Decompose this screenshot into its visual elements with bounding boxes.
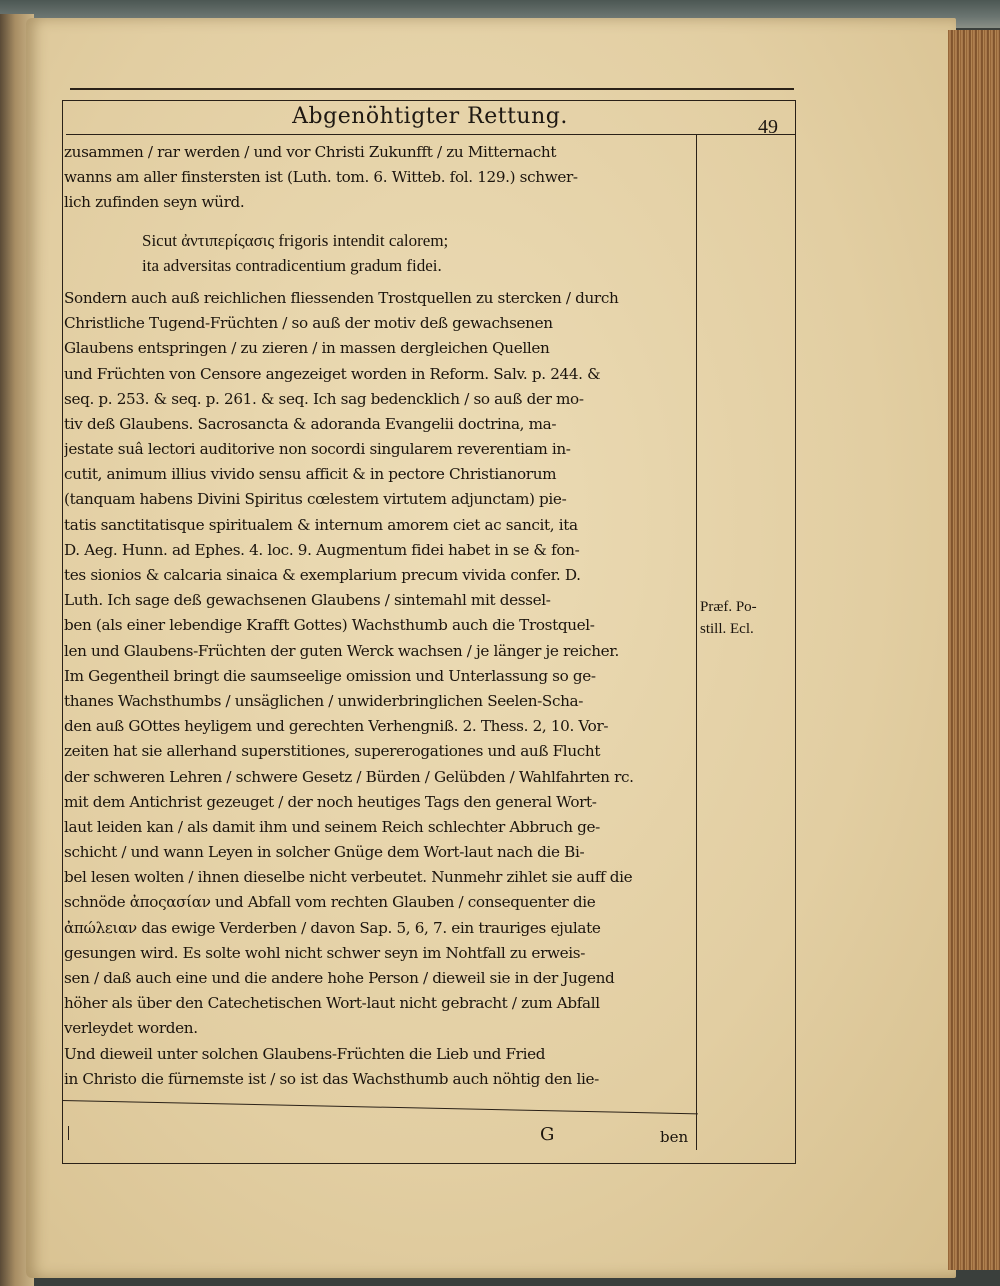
text-line: Glaubens entspringen / zu zieren / in massen dergleichen Quellen [64,339,550,358]
text-line: zeiten hat sie allerhand superstitiones, supererogationes und auß Flucht [64,742,601,761]
main-paragraph [64,286,696,1092]
latin-quote [142,228,696,278]
text-line: Und dieweil unter solchen Glaubens-Früchten die Lieb und Fried [64,1044,546,1063]
text-line: tes sionios & calcaria sinaica & exemplarium precum vivida confer. D. [64,566,581,584]
page-stack-edges [948,30,1000,1270]
margin-column-rule [696,134,697,1150]
text-line: D. Aeg. Hunn. ad Ephes. 4. loc. 9. Augmentum fidei habet in se & fon- [64,540,580,559]
opening-paragraph [64,140,696,216]
text-line: in Christo die fürnemste ist / so ist das Wachsthumb auch nöhtig den lie- [64,1069,599,1088]
text-line: gesungen wird. Es solte wohl nicht schwer seyn im Nohtfall zu erweis- [64,943,585,962]
text-line: tatis sanctitatisque spiritualem & internum amorem ciet ac sancit, ita [64,515,578,534]
text-line: schicht / und wann Leyen in solcher Gnüge dem Wort-laut nach die Bi- [64,843,585,862]
text-line: Sondern auch auß reichlichen fliessenden Trostquellen zu stercken / durch [64,288,619,307]
text-line: Luth. Ich sage deß gewachsenen Glaubens / sintemahl mit dessel- [64,591,551,610]
signature-mark: G [540,1124,555,1145]
text-line: wanns am aller finstersten ist (Luth. tom. 6. Witteb. fol. 129.) schwer- [64,168,578,187]
margin-note-line: Præf. Po- [700,599,757,615]
text-line: ἀπώλειαν das ewige Verderben / davon Sap. 5, 6, 7. ein trauriges ejulate [64,918,601,937]
text-line: thanes Wachsthumbs / unsäglichen / unwiderbringlichen Seelen-Scha- [64,691,584,710]
text-line: mit dem Antichrist gezeuget / der noch heutiges Tags den general Wort- [64,792,597,811]
top-rule [70,88,794,90]
text-line: verleydet worden. [64,1019,198,1038]
catchword: ben [660,1128,689,1146]
text-line: höher als über den Catechetischen Wort-laut nicht gebracht / zum Abfall [64,994,600,1013]
text-line: den auß GOttes heyligem und gerechten Verhengniß. 2. Thess. 2, 10. Vor- [64,717,609,736]
margin-note [700,596,792,640]
text-line: (tanquam habens Divini Spiritus cœlestem virtutem adjunctam) pie- [64,490,567,509]
text-line: laut leiden kan / als damit ihm und seinem Reich schlechter Abbruch ge- [64,817,600,836]
text-line: bel lesen wolten / ihnen dieselbe nicht verbeutet. Nunmehr zihlet sie auff die [64,868,633,887]
text-line: und Früchten von Censore angezeiget worden in Reform. Salv. p. 244. & [64,364,601,383]
page-footer [62,1124,698,1156]
main-text [64,140,696,1092]
margin-note-line: still. Ecl. [700,621,754,637]
text-line: Im Gegentheil bringt die saumseelige omission und Unterlassung so ge- [64,666,596,685]
text-line: jestate suâ lectori auditorive non socordi singularem reverentiam in- [64,440,571,459]
text-line: len und Glaubens-Früchten der guten Werck wachsen / je länger je reicher. [64,641,619,660]
text-line: lich zufinden seyn würd. [64,193,245,212]
text-line: seq. p. 253. & seq. p. 261. & seq. Ich sag bedencklich / so auß der mo- [64,389,584,408]
text-line: sen / daß auch eine und die andere hohe Person / dieweil sie in der Jugend [64,969,615,987]
quote-line: Sicut ἀντιπερίςασις frigoris intendit calorem; [142,230,449,250]
text-line: ben (als einer lebendige Krafft Gottes) Wachsthumb auch die Trostquel- [64,616,595,635]
text-line: cutit, animum illius vivido sensu afficit & in pectore Christianorum [64,465,557,484]
page-number: 49 [758,116,778,138]
header-rule [66,134,796,135]
text-line: Christliche Tugend-Früchten / so auß der motiv deß gewachsenen [64,314,553,333]
text-line: schnöde ἀποςασίαν und Abfall vom rechten Glauben / consequenter die [64,893,596,912]
text-line: zusammen / rar werden / und vor Christi Zukunfft / zu Mitternacht [64,143,557,161]
text-line: tiv deß Glaubens. Sacrosancta & adoranda Evangelii doctrina, ma- [64,414,557,433]
text-line: der schweren Lehren / schwere Gesetz / Bürden / Gelübden / Wahlfahrten rc. [64,767,634,786]
quote-line: ita adversitas contradicentium gradum fidei. [142,255,442,275]
running-title: Abgenöhtigter Rettung. [292,104,568,129]
